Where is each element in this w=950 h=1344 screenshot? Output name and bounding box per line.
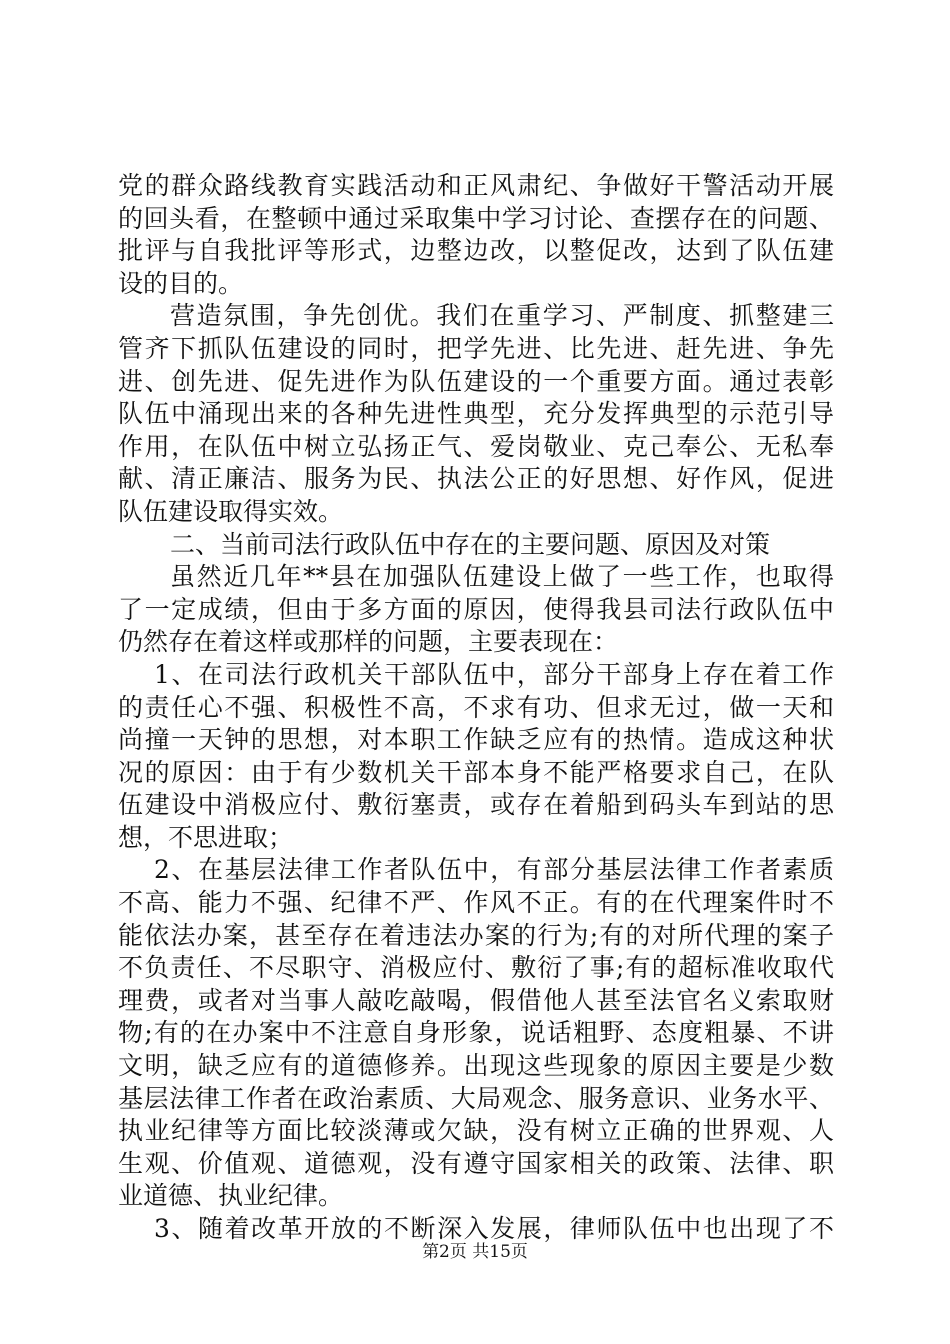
document-body xyxy=(118,170,834,1246)
text-line: 营造氛围，争先创优。我们在重学习、严制度、抓整建三 xyxy=(170,301,834,331)
text-line: 物;有的在办案中不注意自身形象，说话粗野、态度粗暴、不讲 xyxy=(118,1018,834,1048)
text-line: 况的原因：由于有少数机关干部本身不能严格要求自己，在队 xyxy=(118,757,834,787)
page-number-footer: 第2页 共15页 xyxy=(422,1242,528,1262)
text-line: 基层法律工作者在政治素质、大局观念、服务意识、业务水平、 xyxy=(118,1083,834,1113)
text-line: 队伍建设取得实效。 xyxy=(118,496,344,526)
text-line: 了一定成绩，但由于多方面的原因，使得我县司法行政队伍中 xyxy=(118,594,834,624)
text-line: 的回头看，在整顿中通过采取集中学习讨论、查摆存在的问题、 xyxy=(118,203,834,233)
text-line: 生观、价值观、道德观，没有遵守国家相关的政策、法律、职 xyxy=(118,1148,834,1178)
text-line: 尚撞一天钟的思想，对本职工作缺乏应有的热情。造成这种状 xyxy=(118,725,834,755)
text-line: 虽然近几年**县在加强队伍建设上做了一些工作，也取得 xyxy=(170,562,834,592)
text-line: 队伍中涌现出来的各种先进性典型，充分发挥典型的示范引导 xyxy=(118,399,834,429)
text-line: 设的目的。 xyxy=(118,268,244,298)
text-line: 不负责任、不尽职守、消极应付、敷衍了事;有的超标准收取代 xyxy=(118,953,834,983)
text-line: 批评与自我批评等形式，边整边改，以整促改，达到了队伍建 xyxy=(118,236,834,266)
text-line: 能依法办案，甚至存在着违法办案的行为;有的对所代理的案子 xyxy=(118,920,834,950)
text-line: 仍然存在着这样或那样的问题，主要表现在： xyxy=(118,627,619,657)
text-line: 3、随着改革开放的不断深入发展，律师队伍中也出现了不 xyxy=(154,1214,834,1243)
text-line: 管齐下抓队伍建设的同时，把学先进、比先进、赶先进、争先 xyxy=(118,333,834,363)
text-line: 文明，缺乏应有的道德修养。出现这些现象的原因主要是少数 xyxy=(118,1051,834,1081)
text-line: 伍建设中消极应付、敷衍塞责，或存在着船到码头车到站的思 xyxy=(118,790,834,820)
text-line: 进、创先进、促先进作为队伍建设的一个重要方面。通过表彰 xyxy=(118,366,834,396)
text-line: 理费，或者对当事人敲吃敲喝，假借他人甚至法官名义索取财 xyxy=(118,985,834,1015)
text-line: 执业纪律等方面比较淡薄或欠缺，没有树立正确的世界观、人 xyxy=(118,1116,834,1146)
text-line: 想，不思进取； xyxy=(118,822,294,852)
text-line: 献、清正廉洁、服务为民、执法公正的好思想、好作风，促进 xyxy=(118,464,834,494)
text-line: 业道德、执业纪律。 xyxy=(118,1181,344,1211)
text-line: 党的群众路线教育实践活动和正风肃纪、争做好干警活动开展 xyxy=(118,171,834,200)
text-line: 不高、能力不强、纪律不严、作风不正。有的在代理案件时不 xyxy=(118,888,834,918)
text-line: 作用，在队伍中树立弘扬正气、爱岗敬业、克己奉公、无私奉 xyxy=(118,431,834,461)
text-line: 的责任心不强、积极性不高，不求有功、但求无过，做一天和 xyxy=(118,692,834,722)
text-line: 2、在基层法律工作者队伍中，有部分基层法律工作者素质 xyxy=(154,855,834,885)
section-heading: 二、当前司法行政队伍中存在的主要问题、原因及对策 xyxy=(170,529,771,559)
text-line: 1、在司法行政机关干部队伍中，部分干部身上存在着工作 xyxy=(154,659,834,689)
